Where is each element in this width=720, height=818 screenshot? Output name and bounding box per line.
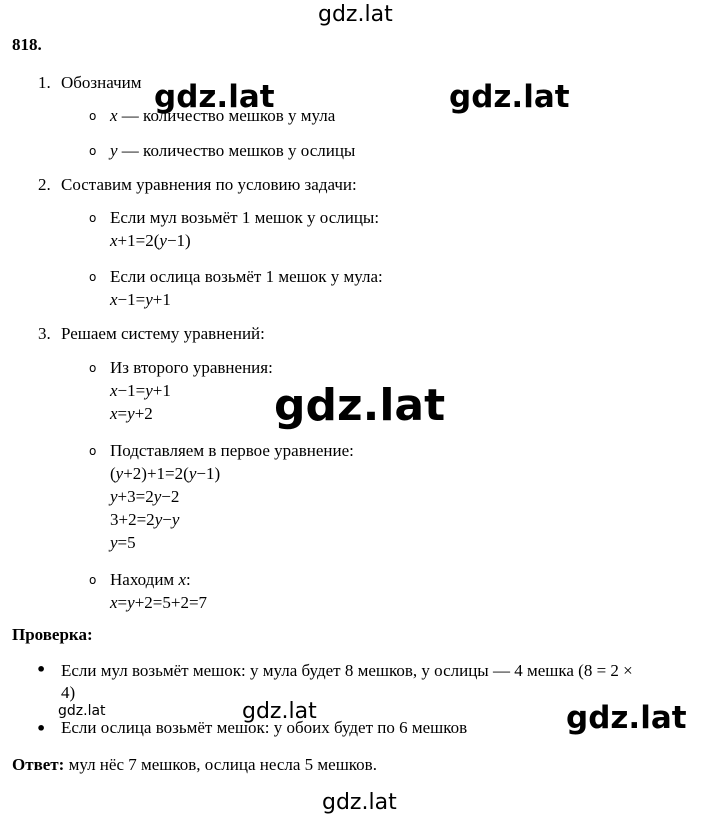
answer-label: Ответ:: [12, 755, 65, 774]
watermark-1: gdz.lat: [154, 79, 275, 115]
list-item-line: Находим x:: [110, 570, 191, 589]
list-item-text: x — количество мешков у мула: [110, 106, 336, 125]
step-title: Обозначим: [61, 73, 142, 92]
step-title: Решаем систему уравнений:: [61, 324, 265, 343]
list-item-line: Если ослица возьмёт 1 мешок у мула:: [110, 267, 383, 286]
circle-bullet-icon: o: [89, 144, 97, 158]
answer: [12, 755, 377, 775]
circle-bullet-icon: o: [89, 361, 97, 375]
circle-bullet-icon: o: [89, 573, 97, 587]
check-item-line: Если ослица возьмёт мешок: у обоих будет по 6 мешков: [61, 718, 468, 737]
bullet-dot-icon: •: [36, 660, 47, 679]
watermark-center: gdz.lat: [274, 380, 446, 431]
equation: y=5: [110, 533, 136, 552]
answer-text: мул нёс 7 мешков, ослица несла 5 мешков.: [68, 755, 377, 774]
watermark-right: gdz.lat: [566, 700, 687, 736]
equation: x=y+2=5+2=7: [110, 593, 208, 612]
circle-bullet-icon: o: [89, 270, 97, 284]
equation: x−1=y+1: [110, 381, 171, 400]
check-item-line: 4): [61, 683, 76, 702]
step-title: Составим уравнения по условию задачи:: [61, 175, 357, 194]
text-part: — количество мешков у мула: [117, 106, 336, 125]
equation: x+1=2(y−1): [110, 231, 191, 250]
equation: x−1=y+1: [110, 290, 171, 309]
watermark-bottom: gdz.lat: [322, 790, 397, 815]
equation: x=y+2: [110, 404, 153, 423]
equation: (y+2)+1=2(y−1): [110, 464, 221, 483]
list-item-text: y — количество мешков у ослицы: [110, 141, 356, 160]
step-number: 2.: [38, 175, 51, 194]
list-item-line: Из второго уравнения:: [110, 358, 273, 377]
circle-bullet-icon: o: [89, 109, 97, 123]
watermark-top: gdz.lat: [318, 2, 393, 27]
step-number: 3.: [38, 324, 51, 343]
step-number: 1.: [38, 73, 51, 92]
watermark-small: gdz.lat: [58, 703, 106, 719]
watermark-mid: gdz.lat: [242, 699, 317, 724]
circle-bullet-icon: o: [89, 211, 97, 225]
list-item-line: Если мул возьмёт 1 мешок у ослицы:: [110, 208, 380, 227]
watermark-2: gdz.lat: [449, 79, 570, 115]
task-number: 818.: [12, 35, 42, 54]
equation: 3+2=2y−y: [110, 510, 180, 529]
list-item-line: Подставляем в первое уравнение:: [110, 441, 354, 460]
circle-bullet-icon: o: [89, 444, 97, 458]
bullet-dot-icon: •: [36, 719, 47, 738]
check-item-line: Если мул возьмёт мешок: у мула будет 8 мешков, у ослицы — 4 мешка (8 = 2 ×: [61, 661, 633, 680]
text-part: — количество мешков у ослицы: [117, 141, 356, 160]
equation: y+3=2y−2: [110, 487, 180, 506]
check-heading: Проверка:: [12, 625, 93, 644]
